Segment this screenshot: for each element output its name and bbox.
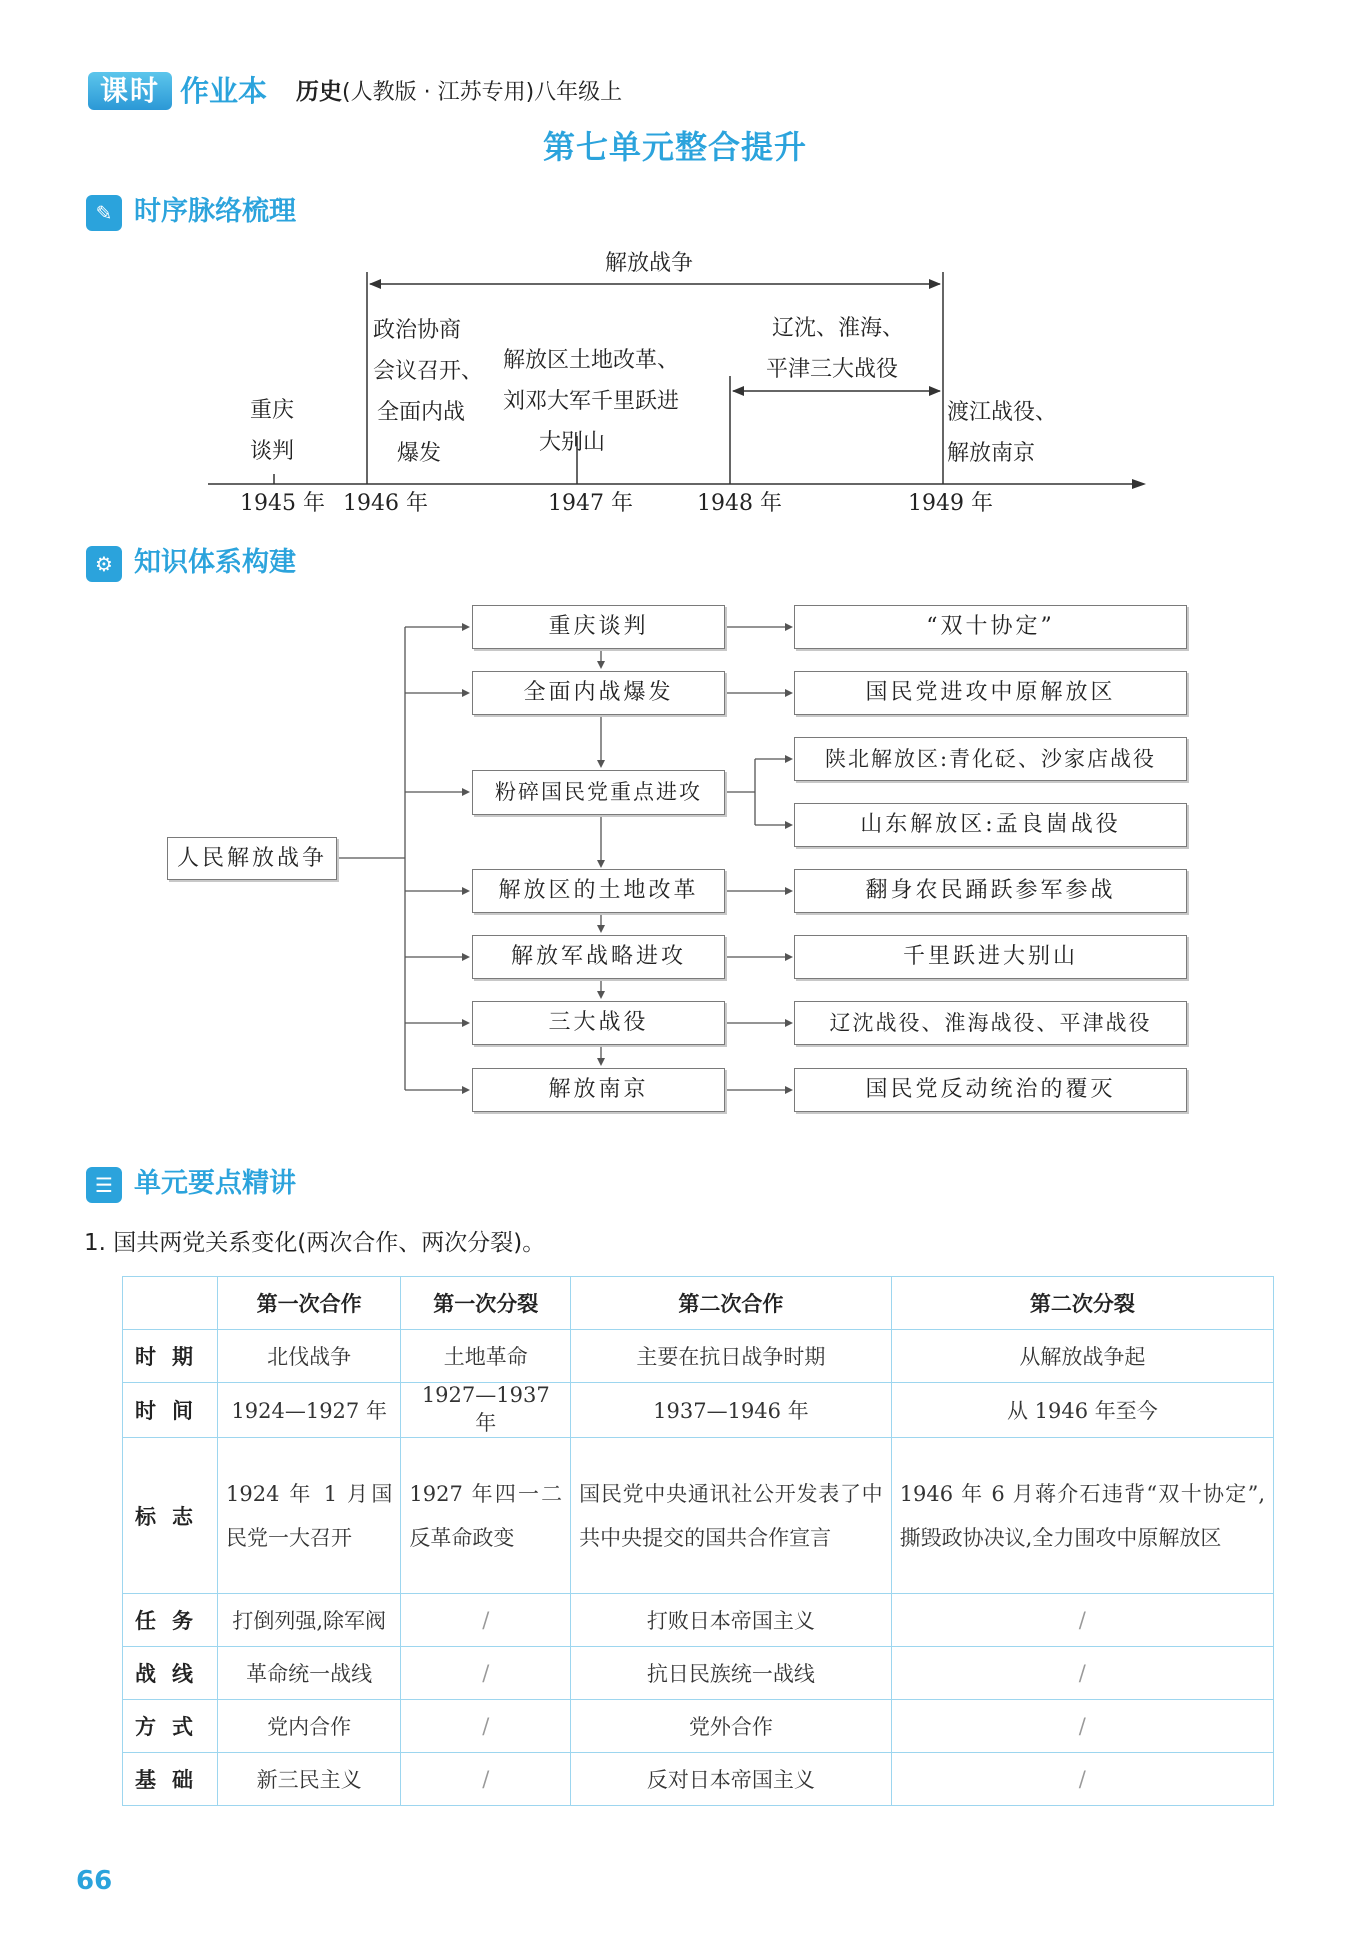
concept-right-7: 辽沈战役、淮海战役、平津战役 — [794, 1001, 1187, 1045]
table-cell: 从解放战争起 — [891, 1330, 1273, 1383]
table-cell: / — [891, 1700, 1273, 1753]
table-cell: / — [401, 1753, 571, 1806]
table-row — [123, 1700, 1274, 1753]
year-1948: 1948 年 — [697, 491, 782, 516]
concept-mid-2: 全面内战爆发 — [472, 671, 725, 715]
table-cell: 新三民主义 — [218, 1753, 401, 1806]
section-key-points-title: 单元要点精讲 — [134, 1168, 296, 1199]
concept-right-6: 千里跃进大别山 — [794, 935, 1187, 979]
edition: (人教版 · 江苏专用)八年级上 — [342, 80, 623, 105]
year-1947: 1947 年 — [548, 491, 633, 516]
table-cell: 打倒列强,除军阀 — [218, 1594, 401, 1647]
event-line: 会议召开、 — [373, 359, 484, 384]
table-cell: 主要在抗日战争时期 — [571, 1330, 892, 1383]
event-line: 全面内战 — [377, 400, 466, 425]
year-1945: 1945 年 — [240, 491, 325, 516]
brand-name: 作业本 — [180, 74, 268, 108]
table-cell: / — [401, 1594, 571, 1647]
table-cell: 1924 年 1 月国民党一大召开 — [218, 1438, 401, 1594]
table-row — [123, 1383, 1274, 1438]
section-key-points-heading — [86, 1164, 296, 1204]
concept-mid-4: 解放区的土地改革 — [472, 869, 725, 913]
concept-right-3: 陕北解放区:青化砭、沙家店战役 — [794, 737, 1187, 781]
brand-logo: 课时 — [88, 72, 172, 110]
table-header-cell: 第一次分裂 — [401, 1277, 571, 1330]
row-header: 时期 — [123, 1330, 218, 1383]
page-number: 66 — [76, 1866, 113, 1896]
timeline-span-label: 解放战争 — [605, 251, 694, 276]
table-cell: / — [891, 1753, 1273, 1806]
table-cell: / — [891, 1647, 1273, 1700]
table-cell: 北伐战争 — [218, 1330, 401, 1383]
concept-mid-3: 粉碎国民党重点进攻 — [472, 770, 725, 815]
concept-mid-7: 解放南京 — [472, 1068, 725, 1112]
table-row — [123, 1753, 1274, 1806]
table-cell: 党内合作 — [218, 1700, 401, 1753]
key-point-question: 1. 国共两党关系变化(两次合作、两次分裂)。 — [84, 1230, 546, 1256]
table-row — [123, 1330, 1274, 1383]
table-header-row — [123, 1277, 1274, 1330]
concept-right-5: 翻身农民踊跃参军参战 — [794, 869, 1187, 913]
row-header: 方式 — [123, 1700, 218, 1753]
table-header-cell: 第二次分裂 — [891, 1277, 1273, 1330]
row-header: 战线 — [123, 1647, 218, 1700]
table-cell: 1924—1927 年 — [218, 1383, 401, 1438]
table-cell: 抗日民族统一战线 — [571, 1647, 892, 1700]
event-line: 政治协商 — [373, 318, 462, 343]
table-cell: / — [401, 1647, 571, 1700]
concept-mid-5: 解放军战略进攻 — [472, 935, 725, 979]
section-timeline-title: 时序脉络梳理 — [134, 196, 296, 227]
event-line: 谈判 — [250, 439, 295, 464]
book-icon: ☰ — [86, 1167, 122, 1203]
table-cell: 革命统一战线 — [218, 1647, 401, 1700]
table-cell: 1937—1946 年 — [571, 1383, 892, 1438]
table-header-cell: 第二次合作 — [571, 1277, 892, 1330]
table-header-cell: 第一次合作 — [218, 1277, 401, 1330]
event-line: 解放南京 — [947, 441, 1036, 466]
table-cell: 打败日本帝国主义 — [571, 1594, 892, 1647]
pencil-icon: ✎ — [86, 195, 122, 231]
concept-right-8: 国民党反动统治的覆灭 — [794, 1068, 1187, 1112]
event-line: 平津三大战役 — [766, 357, 899, 382]
table-cell: 1946 年 6 月蒋介石违背“双十协定”,撕毁政协决议,全力围攻中原解放区 — [891, 1438, 1273, 1594]
gear-icon: ⚙ — [86, 546, 122, 582]
event-line: 辽沈、淮海、 — [772, 316, 905, 341]
event-line: 爆发 — [397, 441, 442, 466]
year-1946: 1946 年 — [343, 491, 428, 516]
table-cell: 国民党中央通讯社公开发表了中共中央提交的国共合作宣言 — [571, 1438, 892, 1594]
table-cell: 反对日本帝国主义 — [571, 1753, 892, 1806]
table-cell: 土地革命 — [401, 1330, 571, 1383]
concept-right-4: 山东解放区:孟良崮战役 — [794, 803, 1187, 847]
table-header-cell — [123, 1277, 218, 1330]
concept-mid-1: 重庆谈判 — [472, 605, 725, 649]
table-row — [123, 1594, 1274, 1647]
section-concept-map-title: 知识体系构建 — [134, 547, 296, 578]
table-cell: 1927—1937 年 — [401, 1383, 571, 1438]
event-line: 渡江战役、 — [947, 400, 1058, 425]
row-header: 时间 — [123, 1383, 218, 1438]
table-cell: / — [891, 1594, 1273, 1647]
event-line: 大别山 — [539, 430, 606, 455]
event-line: 解放区土地改革、 — [503, 348, 680, 373]
event-line: 刘邓大军千里跃进 — [503, 389, 680, 414]
year-1949: 1949 年 — [908, 491, 993, 516]
event-line: 重庆 — [250, 398, 295, 423]
table-row — [123, 1438, 1274, 1594]
table-cell: 1927 年四一二反革命政变 — [401, 1438, 571, 1594]
table-cell: 从 1946 年至今 — [891, 1383, 1273, 1438]
concept-root: 人民解放战争 — [167, 837, 337, 880]
table-cell: / — [401, 1700, 571, 1753]
table-cell: 党外合作 — [571, 1700, 892, 1753]
concept-mid-6: 三大战役 — [472, 1001, 725, 1045]
table-row — [123, 1647, 1274, 1700]
row-header: 基础 — [123, 1753, 218, 1806]
row-header: 标志 — [123, 1438, 218, 1594]
concept-right-1: “双十协定” — [794, 605, 1187, 649]
row-header: 任务 — [123, 1594, 218, 1647]
relations-table — [122, 1276, 1274, 1806]
concept-right-2: 国民党进攻中原解放区 — [794, 671, 1187, 715]
unit-title: 第七单元整合提升 — [542, 128, 807, 166]
subject-name: 历史 — [296, 79, 342, 105]
